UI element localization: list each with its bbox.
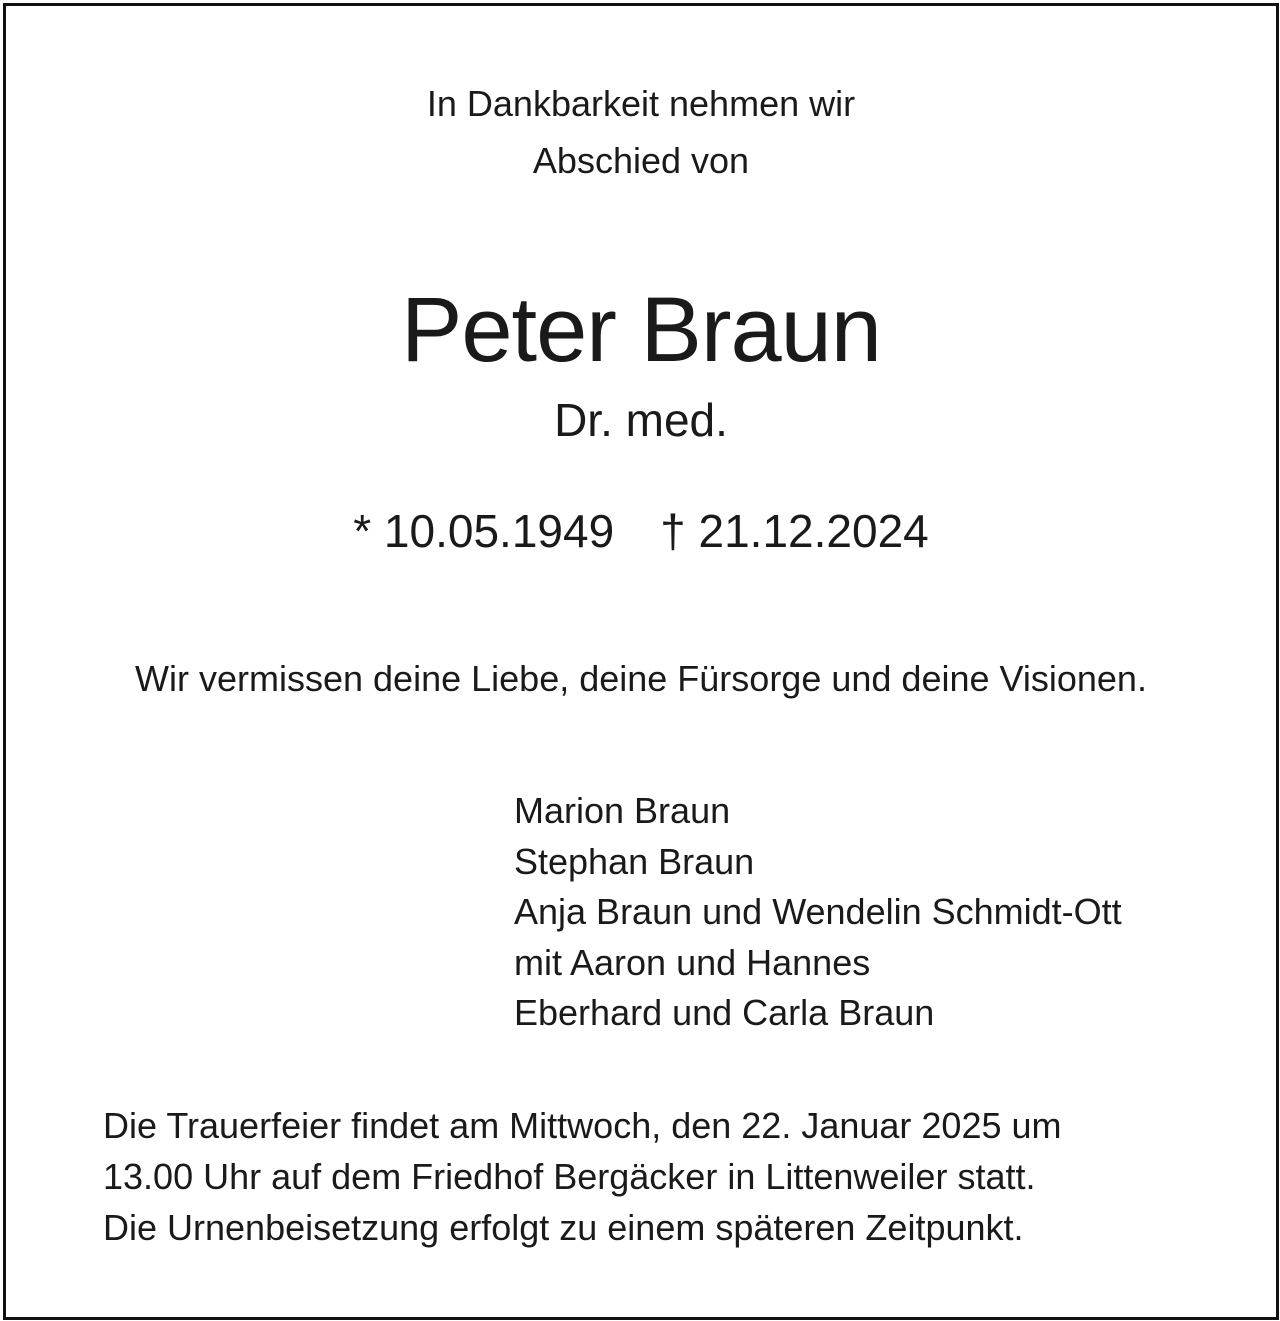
mourners-list <box>514 786 1122 1039</box>
service-line-2: 13.00 Uhr auf dem Friedhof Bergäcker in Littenweiler statt. <box>103 1156 1036 1197</box>
birth-date: * 10.05.1949 <box>353 505 615 557</box>
memorial-quote: Wir vermissen deine Liebe, deine Fürsorge und deine Visionen. <box>135 658 1147 699</box>
deceased-name: Peter Braun <box>401 279 881 381</box>
intro-line-2: Abschied von <box>532 140 750 181</box>
intro-line-1: In Dankbarkeit nehmen wir <box>426 83 856 124</box>
service-line-3: Die Urnenbeisetzung erfolgt zu einem späteren Zeitpunkt. <box>103 1207 1024 1248</box>
obituary-notice <box>3 3 1279 1320</box>
service-line-1: Die Trauerfeier findet am Mittwoch, den 22. Januar 2025 um <box>103 1105 1062 1146</box>
mourner-item: Eberhard und Carla Braun <box>514 992 935 1033</box>
mourner-item: Marion Braun <box>514 790 731 831</box>
life-dates <box>6 502 1276 560</box>
service-details <box>103 1100 1062 1253</box>
mourner-item: mit Aaron und Hannes <box>514 941 871 983</box>
mourner-item: Stephan Braun <box>514 840 755 882</box>
mourner-item: Anja Braun und Wendelin Schmidt-Ott <box>514 891 1122 932</box>
deceased-title: Dr. med. <box>554 394 728 446</box>
death-date: † 21.12.2024 <box>660 505 929 557</box>
